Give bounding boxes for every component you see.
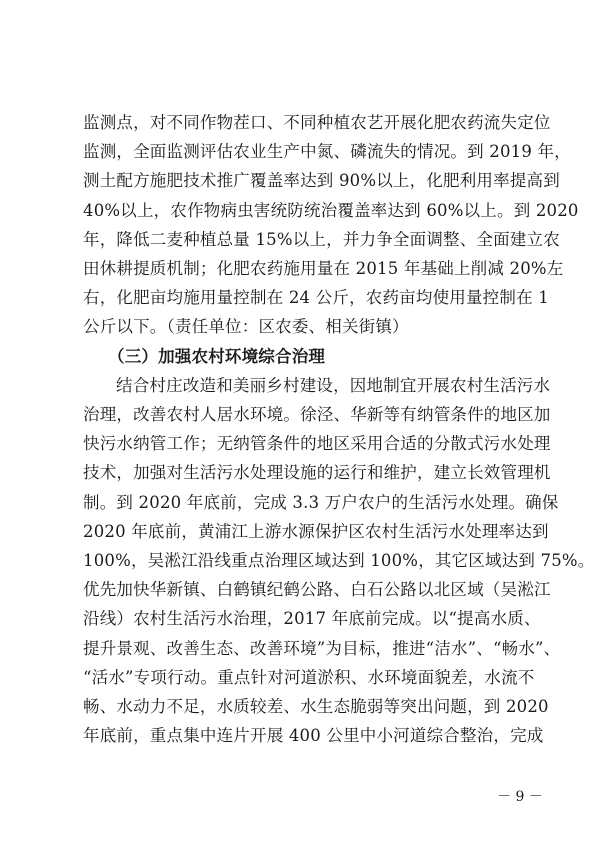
page-number: － 9 －: [497, 789, 543, 805]
section-heading: （三）加强农村环境综合治理: [108, 346, 326, 366]
body-text-line: 田休耕提质机制；化肥农药施用量在 2015 年基础上削减 20%左: [83, 259, 564, 278]
body-text-line: 40%以上，农作物病虫害统防统治覆盖率达到 60%以上。到 2020: [83, 200, 579, 220]
body-text-line: 技术，加强对生活污水处理设施的运行和维护，建立长效管理机: [83, 463, 551, 483]
paragraph-first-line: 结合村庄改造和美丽乡村建设，因地制宜开展农村生活污水: [116, 375, 551, 395]
body-text-line: 年底前，重点集中连片开展 400 公里中小河道综合整治，完成: [83, 726, 544, 746]
body-text-line: 优先加快华新镇、白鹤镇纪鹤公路、白石公路以北区域（吴淞江: [83, 580, 551, 600]
body-text-line: 制。到 2020 年底前，完成 3.3 万户农户的生活污水处理。确保: [83, 492, 559, 512]
body-text-line: “活水”专项行动。重点针对河道淤积、水环境面貌差，水流不: [83, 667, 535, 687]
body-text-line: 监测点，对不同作物茬口、不同种植农艺开展化肥农药流失定位: [83, 113, 551, 132]
body-text-line: 2020 年底前，黄浦江上游水源保护区农村生活污水处理率达到: [83, 521, 549, 541]
body-text-line: 测土配方施肥技术推广覆盖率达到 90%以上，化肥利用率提高到: [83, 171, 560, 191]
body-text-line: 年，降低二麦种植总量 15%以上，并力争全面调整、全面建立农: [83, 229, 560, 249]
body-text-line: 提升景观、改善生态、改善环境”为目标，推进“洁水”、“畅水”、: [83, 638, 561, 658]
body-text-line: 公斤以下。（责任单位：区农委、相关街镇）: [83, 317, 409, 337]
body-text-line: 右，化肥亩均施用量控制在 24 公斤，农药亩均使用量控制在 1: [83, 288, 549, 308]
body-text-line: 畅、水动力不足，水质较差、水生态脆弱等突出问题，到 2020: [83, 697, 549, 716]
body-text-line: 快污水纳管工作；无纳管条件的地区采用合适的分散式污水处理: [83, 434, 551, 454]
body-text-line: 100%，吴淞江沿线重点治理区域达到 100%，其它区域达到 75%。: [83, 551, 595, 570]
body-text-line: 治理，改善农村人居水环境。徐泾、华新等有纳管条件的地区加: [83, 405, 551, 424]
body-text-line: 监测，全面监测评估农业生产中氮、磷流失的情况。到 2019 年，: [83, 142, 571, 162]
body-text-line: 沿线）农村生活污水治理，2017 年底前完成。以“提高水质、: [83, 609, 541, 629]
